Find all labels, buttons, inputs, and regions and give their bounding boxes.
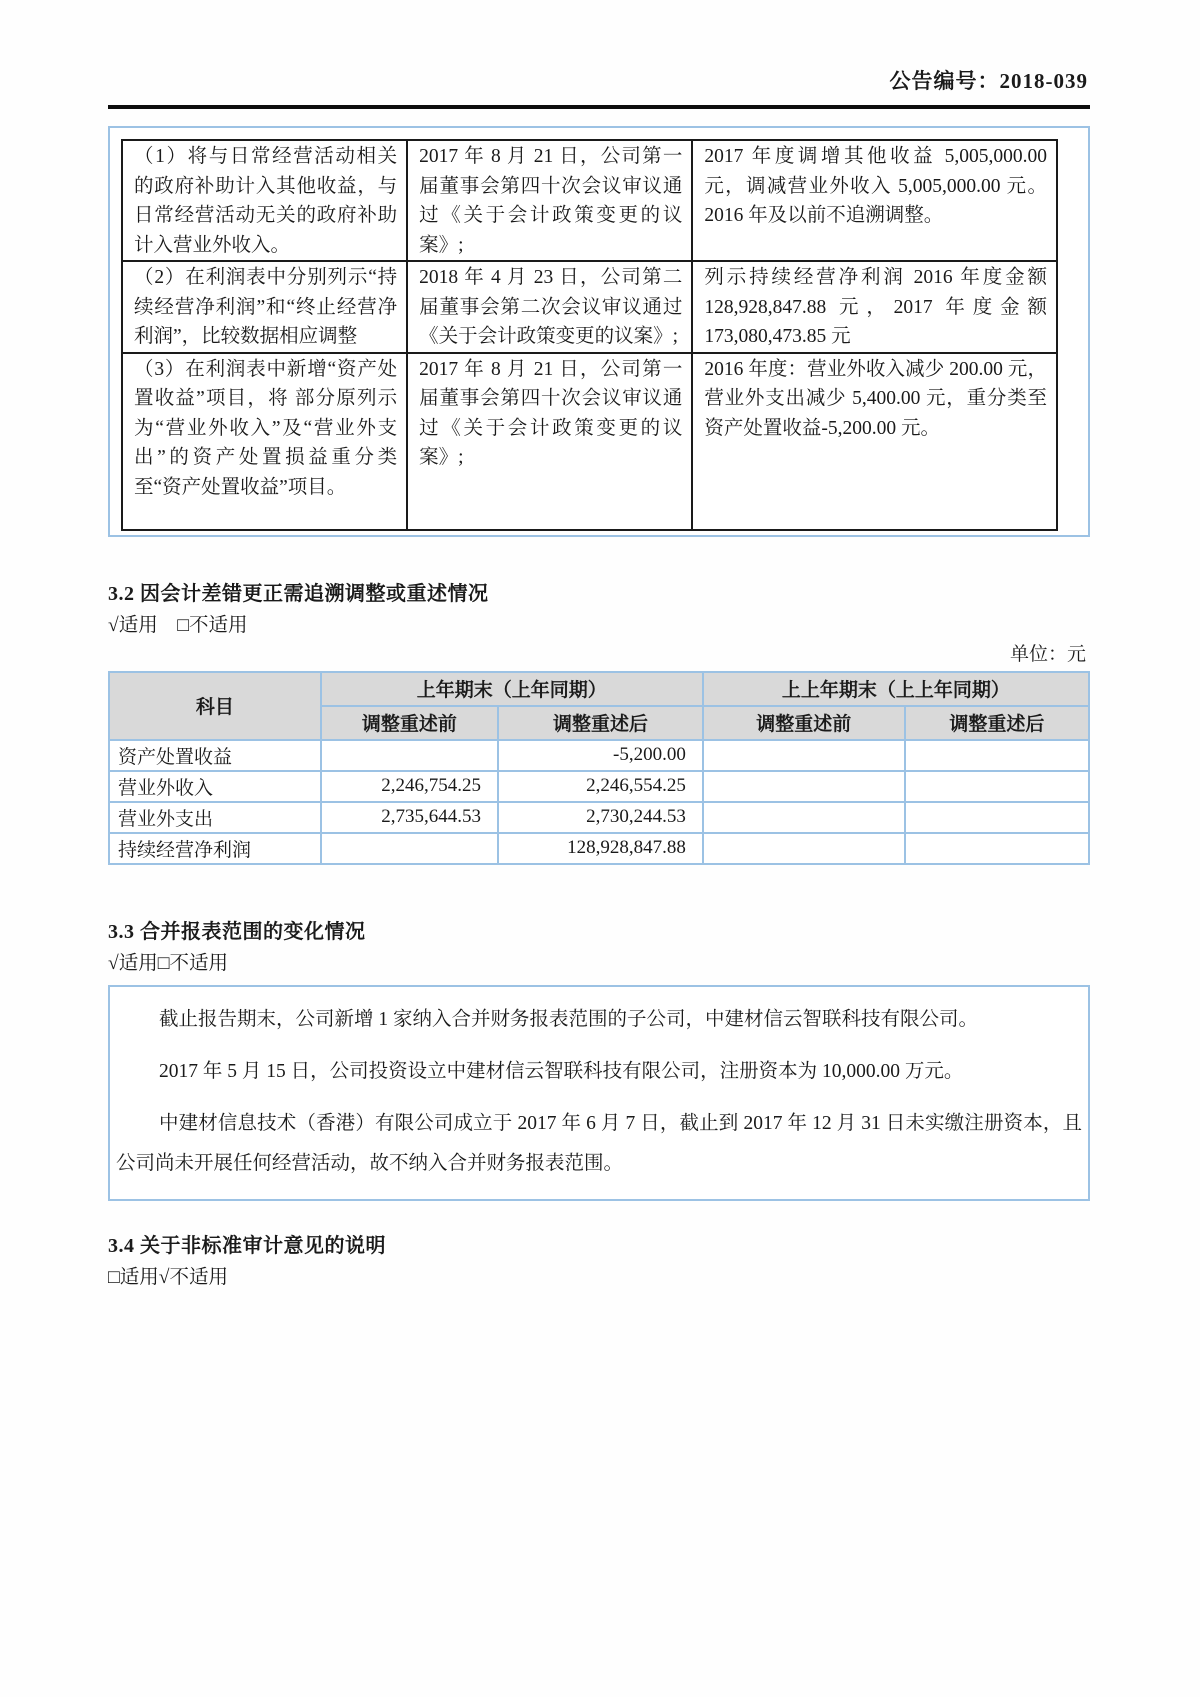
section-3-2-applicability: √适用 □不适用 <box>108 614 248 636</box>
section-3-4-title: 3.4 关于非标准审计意见的说明 <box>108 1234 386 1257</box>
policy-procedure-cell: 2017 年 8 月 21 日，公司第一届董事会第四十次会议审议通过《关于会计政策变更的议案》; <box>407 140 692 261</box>
policy-row <box>122 261 1057 353</box>
doc-number: 公告编号：2018-039 <box>889 69 1088 93</box>
col-header-prior2-year: 上上年期末（上上年同期） <box>703 672 1089 706</box>
value-cell <box>321 740 498 771</box>
unit-label: 单位：元 <box>1009 643 1086 665</box>
value-cell <box>703 833 905 864</box>
subject-cell: 营业外收入 <box>109 771 321 802</box>
col-header-prior-year: 上年期末（上年同期） <box>321 672 703 706</box>
scope-change-box <box>108 985 1090 1201</box>
policy-change-cell: （2）在利润表中分别列示“持续经营净利润”和“终止经营净利润”，比较数据相应调整 <box>122 261 407 353</box>
section-3-3-applicability: √适用□不适用 <box>108 952 228 974</box>
policy-procedure-cell: 2018 年 4 月 23 日，公司第二届董事会第二次会议审议通过《关于会计政策变更的议案》; <box>407 261 692 353</box>
col-header-before-restate: 调整重述前 <box>321 706 498 740</box>
value-cell <box>321 833 498 864</box>
value-cell <box>703 740 905 771</box>
col-header-after-restate: 调整重述后 <box>498 706 703 740</box>
value-cell <box>905 833 1089 864</box>
policy-row <box>122 140 1057 261</box>
table-row <box>109 833 1089 864</box>
table-row <box>109 771 1089 802</box>
section-3-2-title: 3.2 因会计差错更正需追溯调整或重述情况 <box>108 582 489 605</box>
policy-impact-cell: 列示持续经营净利润 2016 年度金额 128,928,847.88 元，2017 年度金额 173,080,473.85 元 <box>692 261 1057 353</box>
col-header-subject: 科目 <box>109 672 321 740</box>
policy-row <box>122 353 1057 530</box>
subject-cell: 营业外支出 <box>109 802 321 833</box>
value-cell: 128,928,847.88 <box>498 833 703 864</box>
table-row <box>109 802 1089 833</box>
policy-change-cell: （1）将与日常经营活动相关的政府补助计入其他收益，与日常经营活动无关的政府补助计入营业外收入。 <box>122 140 407 261</box>
col-header-after-restate: 调整重述后 <box>905 706 1089 740</box>
value-cell <box>905 802 1089 833</box>
policy-change-box <box>108 126 1090 537</box>
policy-impact-cell: 2016 年度：营业外收入减少 200.00 元，营业外支出减少 5,400.00 元，重分类至资产处置收益-5,200.00 元。 <box>692 353 1057 530</box>
header-divider <box>108 105 1090 109</box>
value-cell <box>905 740 1089 771</box>
table-header-row <box>109 672 1089 706</box>
value-cell <box>703 802 905 833</box>
value-cell: -5,200.00 <box>498 740 703 771</box>
subject-cell: 资产处置收益 <box>109 740 321 771</box>
section-3-3-title: 3.3 合并报表范围的变化情况 <box>108 920 366 943</box>
subject-cell: 持续经营净利润 <box>109 833 321 864</box>
value-cell: 2,246,754.25 <box>321 771 498 802</box>
value-cell <box>703 771 905 802</box>
policy-impact-cell: 2017 年度调增其他收益 5,005,000.00 元，调减营业外收入 5,005,000.00 元。2016 年及以前不追溯调整。 <box>692 140 1057 261</box>
scope-paragraph: 2017 年 5 月 15 日，公司投资设立中建材信云智联科技有限公司，注册资本为 10,000.00 万元。 <box>159 1060 964 1082</box>
value-cell <box>905 771 1089 802</box>
policy-change-cell: （3）在利润表中新增“资产处置收益”项目，将 部分原列示为“营业外收入”及“营业外支出”的资产处置损益重分类至“资产处置收益”项目。 <box>122 353 407 530</box>
policy-change-table <box>121 139 1058 531</box>
table-row <box>109 740 1089 771</box>
value-cell: 2,730,244.53 <box>498 802 703 833</box>
scope-paragraph: 截止报告期末，公司新增 1 家纳入合并财务报表范围的子公司，中建材信云智联科技有限公司。 <box>159 1008 979 1030</box>
scope-paragraph: 中建材信息技术（香港）有限公司成立于 2017 年 6 月 7 日，截止到 2017 年 12 月 31 日未实缴注册资本，且公司尚未开展任何经营活动，故不纳入合并财务报表范围。 <box>116 1112 1082 1174</box>
col-header-before-restate: 调整重述前 <box>703 706 905 740</box>
section-3-4-applicability: □适用√不适用 <box>108 1266 228 1288</box>
policy-procedure-cell: 2017 年 8 月 21 日，公司第一届董事会第四十次会议审议通过《关于会计政策变更的议案》; <box>407 353 692 530</box>
value-cell: 2,735,644.53 <box>321 802 498 833</box>
value-cell: 2,246,554.25 <box>498 771 703 802</box>
restatement-table <box>108 671 1090 865</box>
